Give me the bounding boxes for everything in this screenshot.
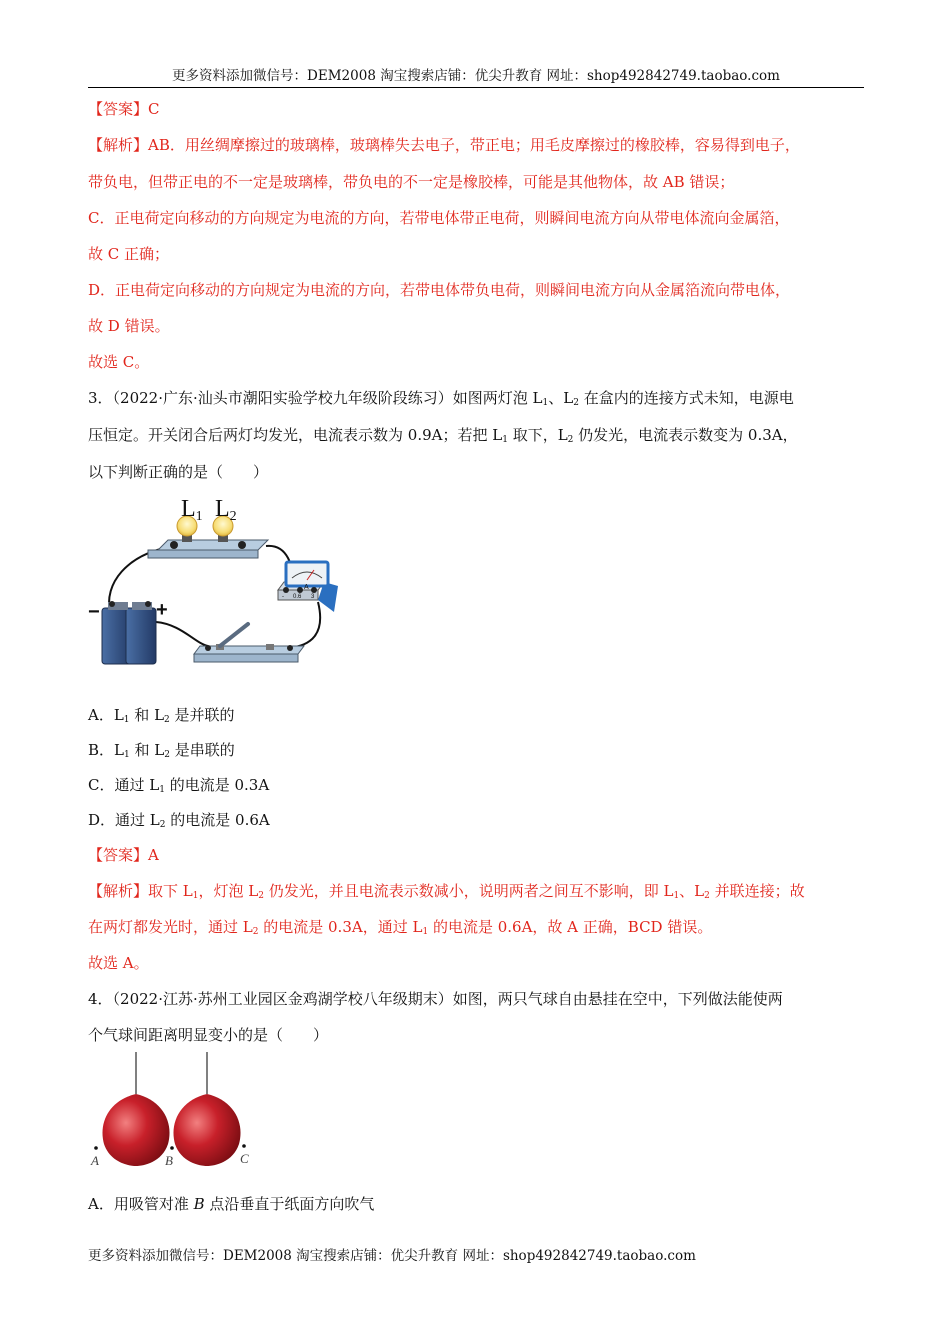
q3-option-c: C．通过 $L_1$ 的电流是 0.3A [88,776,270,795]
page-footer: 更多资料添加微信号：DEM2008 淘宝搜索店铺：优尖升教育 网址：shop492842749.taobao.com [88,1248,696,1264]
q4-option-a: A．用吸管对准 B 点沿垂直于纸面方向吹气 [88,1195,375,1213]
wire-battery-to-switch [156,622,208,646]
point-a-dot [94,1146,98,1150]
q3-analysis-line-2: 在两灯都发光时，通过 $L_2$ 的电流是 0.3A，通过 $L_1$ 的电流是 0.6A，故 A 正确，BCD 错误。 [88,918,713,937]
battery-plus-label: + [156,599,168,621]
battery-minus-label: − [88,601,100,623]
q4-balloons-figure [86,1052,262,1174]
balloon-left-icon [102,1094,169,1166]
ammeter-terminal-0.6: 0.6 [293,594,302,600]
ammeter-terminal-3: 3 [311,594,315,600]
q3-answer: 【答案】A [88,846,159,864]
q2-analysis-line-3: C．正电荷定向移动的方向规定为电流的方向，若带电体带正电荷，则瞬间电流方向从带电体流向金属箔， [88,209,790,227]
q3-circuit-figure [86,494,356,676]
q2-analysis-line-2: 带负电，但带正电的不一定是玻璃棒，带负电的不一定是橡胶棒，可能是其他物体，故 AB 错误； [88,173,735,191]
bulb-l1-label: L1 [181,496,203,524]
ammeter-letter: A [304,584,309,591]
point-c-dot [242,1144,246,1148]
q3-analysis-line-1: 【解析】取下 $L_1$，灯泡 $L_2$ 仍发光，并且电流表示数减小，说明两者之间互不影响，即 $L_1$、$L_2$ 并联连接；故 [88,882,805,901]
switch-icon [194,624,304,662]
point-b-dot [170,1146,174,1150]
q2-analysis-line-4: 故 C 正确； [88,245,170,263]
q3-option-b: B．$L_1$ 和 $L_2$ 是串联的 [88,741,235,760]
q3-stem-line-1: 3．（2022·广东·汕头市潮阳实验学校九年级阶段练习）如图两灯泡 $L_1$、$L_2$ 在盒内的连接方式未知，电源电 [88,389,794,408]
q3-option-d: D．通过 $L_2$ 的电流是 0.6A [88,811,270,830]
q2-conclusion: 故选 C。 [88,353,150,371]
balloon-right-icon [173,1094,240,1166]
bulb-l2-label: L2 [215,496,237,524]
battery-icon [102,601,156,664]
q2-answer: 【答案】C [88,100,160,118]
point-b-label: B [165,1153,173,1168]
header-divider [88,87,864,88]
q3-stem-line-3: 以下判断正确的是（ ） [88,463,269,481]
q3-option-a: A．$L_1$ 和 $L_2$ 是并联的 [88,706,235,725]
q4-stem-line-1: 4．（2022·江苏·苏州工业园区金鸡湖学校八年级期末）如图，两只气球自由悬挂在空中，下列做法能使两 [88,990,783,1008]
q2-analysis-line-1: 【解析】AB．用丝绸摩擦过的玻璃棒，玻璃棒失去电子，带正电；用毛皮摩擦过的橡胶棒，容易得到电子， [88,136,800,154]
point-c-label: C [240,1151,249,1166]
q4-stem-line-2: 个气球间距离明显变小的是（ ） [88,1026,329,1044]
q2-analysis-line-5: D．正电荷定向移动的方向规定为电流的方向，若带电体带负电荷，则瞬间电流方向从金属箔流向带电体， [88,281,791,299]
point-a-label: A [91,1153,99,1168]
q2-analysis-line-6: 故 D 错误。 [88,317,170,335]
page-header: 更多资料添加微信号：DEM2008 淘宝搜索店铺：优尖升教育 网址：shop492842749.taobao.com [172,68,780,84]
q3-stem-line-2: 压恒定。开关闭合后两灯均发光，电流表示数为 0.9A；若把 $L_1$ 取下，$L_2$ 仍发光，电流表示数变为 0.3A， [88,426,798,445]
q3-conclusion: 故选 A。 [88,954,149,972]
ammeter-terminal-minus: - [282,594,284,600]
wire-switch-to-ammeter [288,602,320,648]
